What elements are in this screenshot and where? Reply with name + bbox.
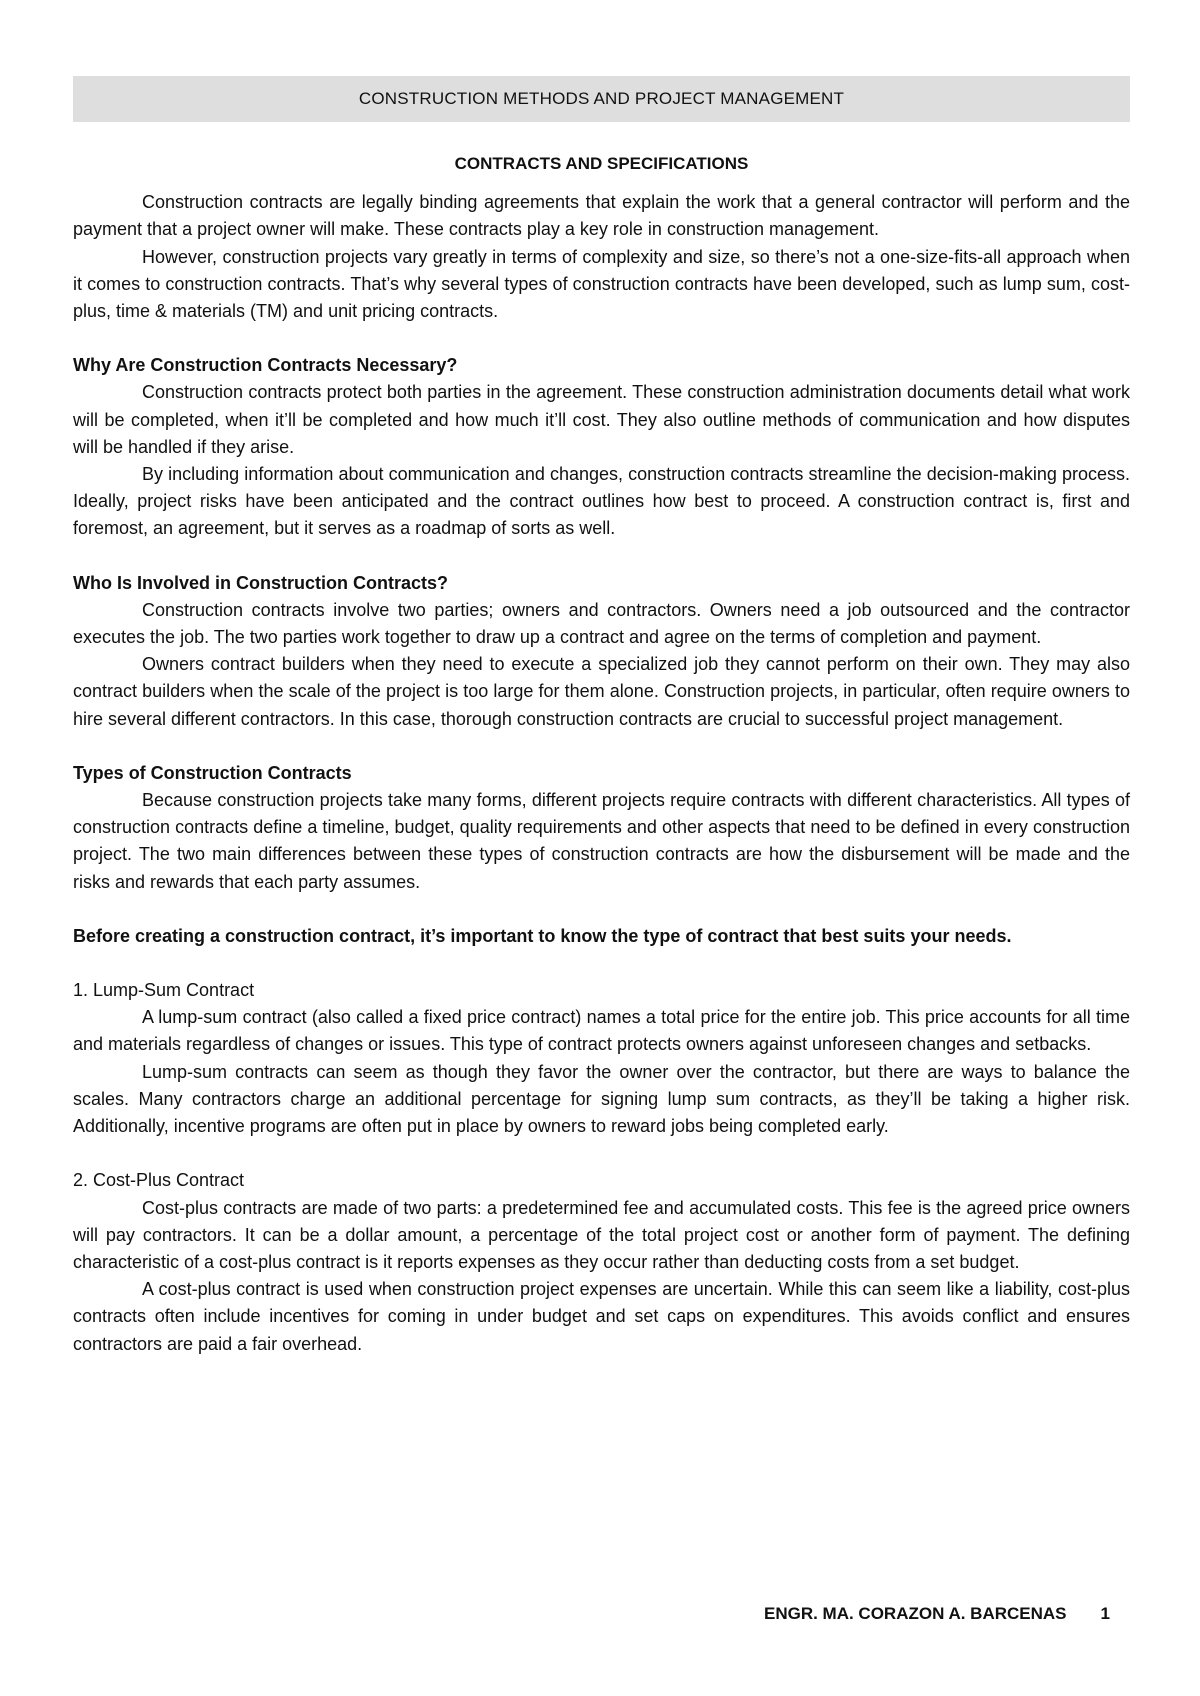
who-paragraph-2: Owners contract builders when they need to execute a specialized job they cannot perform on their own. They may also contract builders when the scale of the project is too large for them alone. Construction projects, in particular, often require owners to hire several different contractors. In this case, thorough construction contracts are crucial to successful project management. [73, 654, 1130, 729]
section-heading-who: Who Is Involved in Construction Contracts? [73, 572, 449, 593]
section-heading-why: Why Are Construction Contracts Necessary? [73, 355, 458, 376]
cost-plus-heading: 2. Cost-Plus Contract [73, 1170, 245, 1191]
lump-sum-heading: 1. Lump-Sum Contract [73, 980, 255, 1001]
section-heading-types: Types of Construction Contracts [73, 762, 352, 783]
course-header [73, 76, 1130, 122]
page-number: 1 [1100, 1604, 1110, 1623]
why-paragraph-2: By including information about communication and changes, construction contracts streamline the decision-making process. Ideally, project risks have been anticipated and the contract outlines how best to proceed. A construction contract is, first and foremost, an agreement, but it serves as a roadmap of sorts as well. [73, 464, 1130, 539]
lump-sum-paragraph-1: A lump-sum contract (also called a fixed price contract) names a total price for the entire job. This price accounts for all time and materials regardless of changes or issues. This type of contract protects owners against unforeseen changes and setbacks. [73, 1007, 1130, 1055]
before-note: Before creating a construction contract, it’s important to know the type of contract that best suits your needs. [73, 925, 1012, 946]
who-paragraph-1: Construction contracts involve two parties; owners and contractors. Owners need a job outsourced and the contractor executes the job. The two parties work together to draw up a contract and agree on the terms of completion and payment. [73, 599, 1130, 648]
cost-plus-paragraph-1: Cost-plus contracts are made of two parts: a predetermined fee and accumulated costs. This fee is the agreed price owners will pay contractors. It can be a dollar amount, a percentage of the total project cost or another form of payment. The defining characteristic of a cost-plus contract is it reports expenses as they occur rather than deducting costs from a set budget. [73, 1197, 1130, 1272]
intro-paragraph-2: However, construction projects vary greatly in terms of complexity and size, so there’s not a one-size-fits-all approach when it comes to construction contracts. That’s why several types of construction contracts have been developed, such as lump sum, cost-plus, time & materials (TM) and unit pricing contracts. [73, 246, 1130, 322]
why-paragraph-1: Construction contracts protect both parties in the agreement. These construction administration documents detail what work will be completed, when it’ll be completed and how much it’ll cost. They also outline methods of communication and how disputes will be handled if they arise. [73, 382, 1130, 457]
lump-sum-paragraph-2: Lump-sum contracts can seem as though they favor the owner over the contractor, but there are ways to balance the scales. Many contractors charge an additional percentage for signing lump sum contracts, as they’ll be taking a higher risk. Additionally, incentive programs are often put in place by owners to reward jobs being completed early. [73, 1061, 1130, 1137]
page-footer [764, 1604, 1110, 1624]
author-name: ENGR. MA. CORAZON A. BARCENAS [763, 1604, 1067, 1623]
document-body [73, 150, 1130, 1358]
course-title: CONSTRUCTION METHODS AND PROJECT MANAGEMENT [358, 89, 845, 108]
types-paragraph-1: Because construction projects take many forms, different projects require contracts with different characteristics. All types of construction contracts define a timeline, budget, quality requirements and other aspects that need to be defined in every construction project. The two main differences between these types of construction contracts are how the disbursement will be made and the risks and rewards that each party assumes. [73, 790, 1130, 892]
intro-paragraph-1: Construction contracts are legally binding agreements that explain the work that a general contractor will perform and the payment that a project owner will make. These contracts play a key role in construction management. [73, 192, 1130, 240]
document-title: CONTRACTS AND SPECIFICATIONS [454, 154, 749, 173]
cost-plus-paragraph-2: A cost-plus contract is used when construction project expenses are uncertain. While this can seem like a liability, cost-plus contracts often include incentives for coming in under budget and set caps on expenditures. This avoids conflict and ensures contractors are paid a fair overhead. [73, 1279, 1130, 1354]
